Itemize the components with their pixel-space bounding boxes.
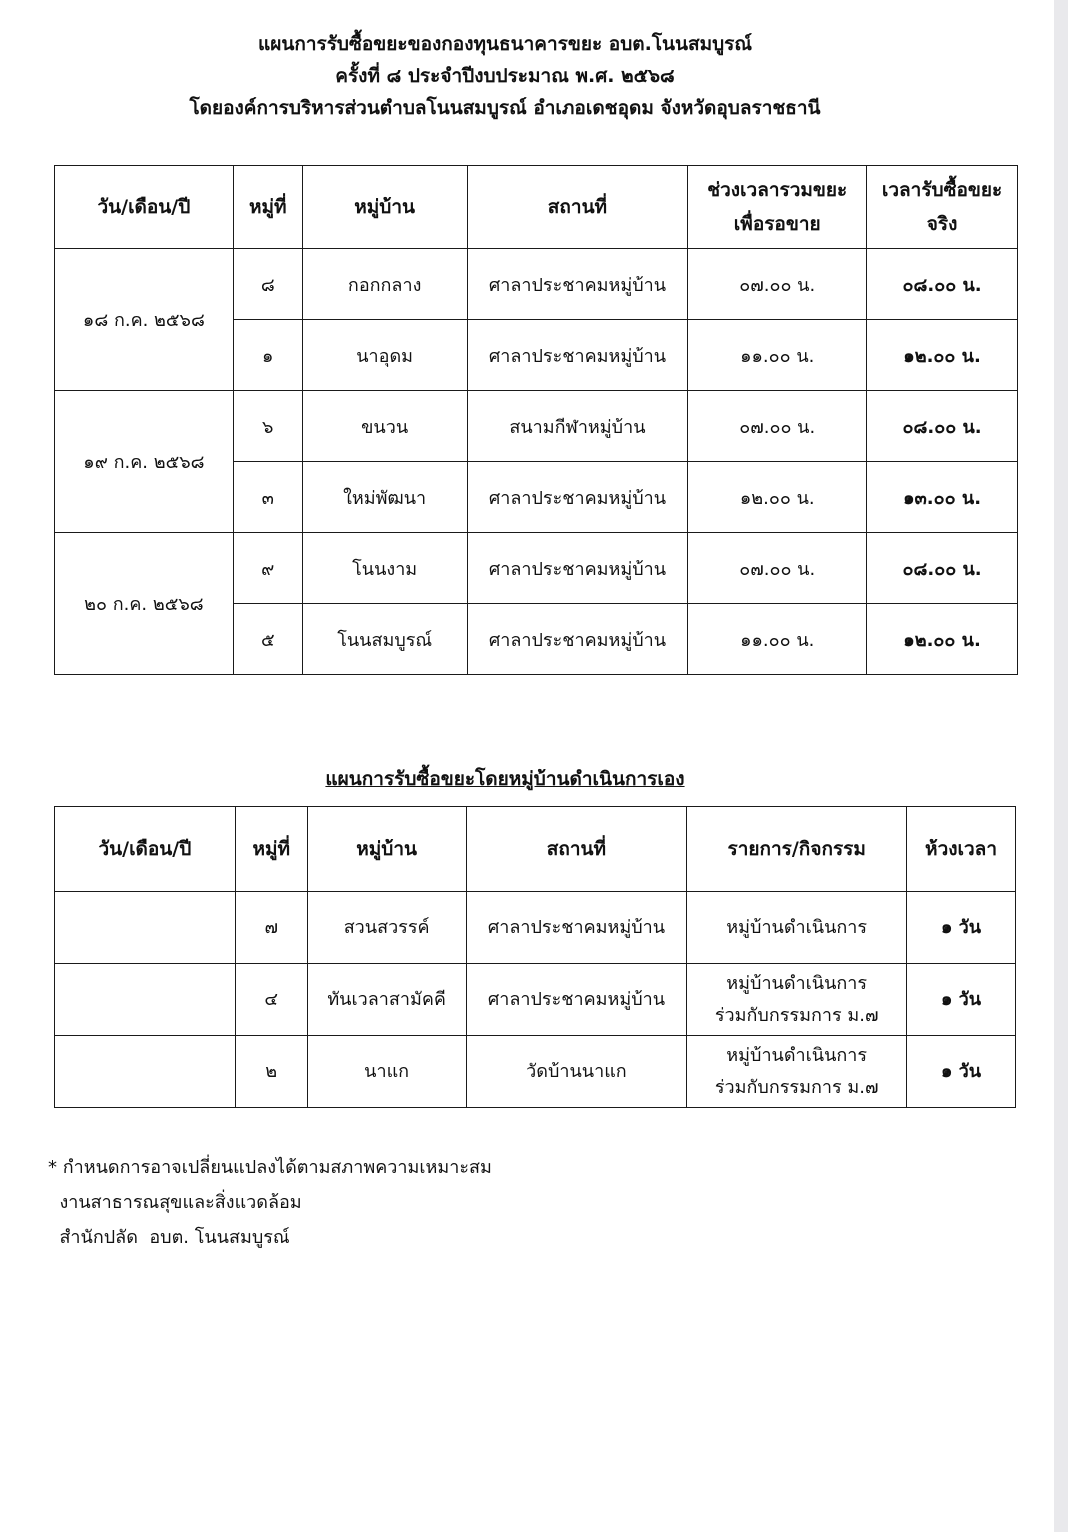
col-date-header: วัน/เดือน/ปี bbox=[55, 166, 234, 249]
footnotes bbox=[48, 1150, 492, 1255]
place-cell: สนามกีฬาหมู่บ้าน bbox=[467, 391, 688, 462]
moo-cell: ๗ bbox=[235, 892, 307, 964]
date-cell bbox=[55, 964, 236, 1036]
activity-cell: หมู่บ้านดำเนินการ bbox=[687, 892, 907, 964]
place-cell: ศาลาประชาคมหมู่บ้าน bbox=[467, 604, 688, 675]
place-cell: ศาลาประชาคมหมู่บ้าน bbox=[467, 249, 688, 320]
village-cell: นาแก bbox=[307, 1036, 466, 1108]
buy-time-cell: ๐๘.๐๐ น. bbox=[867, 249, 1018, 320]
note-department: งานสาธารณสุขและสิ่งแวดล้อม bbox=[48, 1192, 302, 1213]
table-row bbox=[55, 391, 1018, 462]
document-header bbox=[0, 28, 1010, 124]
moo-cell: ๖ bbox=[233, 391, 302, 462]
buy-time-cell: ๑๓.๐๐ น. bbox=[867, 462, 1018, 533]
village-cell: ขนวน bbox=[302, 391, 467, 462]
moo-cell: ๕ bbox=[233, 604, 302, 675]
col-place-header: สถานที่ bbox=[467, 166, 688, 249]
place-cell: ศาลาประชาคมหมู่บ้าน bbox=[466, 964, 687, 1036]
title-line-1: แผนการรับซื้อขยะของกองทุนธนาคารขยะ อบต.โนนสมบูรณ์ bbox=[257, 33, 753, 55]
collect-time-cell: ๐๗.๐๐ น. bbox=[688, 533, 867, 604]
col-collect-time-header: ช่วงเวลารวมขยะ เพื่อรอขาย bbox=[688, 166, 867, 249]
col-moo-header: หมู่ที่ bbox=[233, 166, 302, 249]
table-header-row bbox=[55, 166, 1018, 249]
collect-time-cell: ๐๗.๐๐ น. bbox=[688, 249, 867, 320]
village-managed-table bbox=[54, 806, 1016, 1108]
village-cell: กอกกลาง bbox=[302, 249, 467, 320]
buy-time-cell: ๐๘.๐๐ น. bbox=[867, 391, 1018, 462]
purchase-schedule-table bbox=[54, 165, 1018, 675]
place-cell: วัดบ้านนาแก bbox=[466, 1036, 687, 1108]
section-title-village-managed: แผนการรับซื้อขยะโดยหมู่บ้านดำเนินการเอง bbox=[325, 768, 685, 790]
village-cell: สวนสวรรค์ bbox=[307, 892, 466, 964]
duration-cell: ๑ วัน bbox=[907, 892, 1016, 964]
table-row bbox=[55, 249, 1018, 320]
col-date-header: วัน/เดือน/ปี bbox=[55, 807, 236, 892]
date-cell bbox=[55, 892, 236, 964]
note-office: สำนักปลัด อบต. โนนสมบูรณ์ bbox=[48, 1227, 290, 1248]
place-cell: ศาลาประชาคมหมู่บ้าน bbox=[466, 892, 687, 964]
activity-cell: หมู่บ้านดำเนินการ ร่วมกับกรรมการ ม.๗ bbox=[687, 1036, 907, 1108]
village-cell: โนนงาม bbox=[302, 533, 467, 604]
village-cell: ใหม่พัฒนา bbox=[302, 462, 467, 533]
moo-cell: ๓ bbox=[233, 462, 302, 533]
title-line-2: ครั้งที่ ๘ ประจำปีงบประมาณ พ.ศ. ๒๕๖๘ bbox=[335, 65, 675, 87]
col-activity-header: รายการ/กิจกรรม bbox=[687, 807, 907, 892]
date-cell: ๑๙ ก.ค. ๒๕๖๘ bbox=[55, 391, 234, 533]
moo-cell: ๑ bbox=[233, 320, 302, 391]
col-village-header: หมู่บ้าน bbox=[302, 166, 467, 249]
moo-cell: ๒ bbox=[235, 1036, 307, 1108]
activity-cell: หมู่บ้านดำเนินการ ร่วมกับกรรมการ ม.๗ bbox=[687, 964, 907, 1036]
page-edge bbox=[1054, 0, 1068, 1532]
date-cell bbox=[55, 1036, 236, 1108]
note-schedule-change: * กำหนดการอาจเปลี่ยนแปลงได้ตามสภาพความเหมาะสม bbox=[48, 1157, 492, 1178]
table-row bbox=[55, 1036, 1016, 1108]
title-line-3: โดยองค์การบริหารส่วนตำบลโนนสมบูรณ์ อำเภอเดชอุดม จังหวัดอุบลราชธานี bbox=[189, 97, 821, 119]
buy-time-cell: ๑๒.๐๐ น. bbox=[867, 320, 1018, 391]
collect-time-cell: ๑๑.๐๐ น. bbox=[688, 604, 867, 675]
moo-cell: ๘ bbox=[233, 249, 302, 320]
col-buy-time-header: เวลารับซื้อขยะ จริง bbox=[867, 166, 1018, 249]
table-row bbox=[55, 892, 1016, 964]
moo-cell: ๙ bbox=[233, 533, 302, 604]
village-cell: โนนสมบูรณ์ bbox=[302, 604, 467, 675]
table-header-row bbox=[55, 807, 1016, 892]
table-row bbox=[55, 533, 1018, 604]
place-cell: ศาลาประชาคมหมู่บ้าน bbox=[467, 533, 688, 604]
col-village-header: หมู่บ้าน bbox=[307, 807, 466, 892]
village-cell: นาอุดม bbox=[302, 320, 467, 391]
buy-time-cell: ๑๒.๐๐ น. bbox=[867, 604, 1018, 675]
moo-cell: ๔ bbox=[235, 964, 307, 1036]
col-moo-header: หมู่ที่ bbox=[235, 807, 307, 892]
place-cell: ศาลาประชาคมหมู่บ้าน bbox=[467, 462, 688, 533]
collect-time-cell: ๑๑.๐๐ น. bbox=[688, 320, 867, 391]
buy-time-cell: ๐๘.๐๐ น. bbox=[867, 533, 1018, 604]
date-cell: ๒๐ ก.ค. ๒๕๖๘ bbox=[55, 533, 234, 675]
duration-cell: ๑ วัน bbox=[907, 1036, 1016, 1108]
collect-time-cell: ๑๒.๐๐ น. bbox=[688, 462, 867, 533]
table-row bbox=[55, 964, 1016, 1036]
date-cell: ๑๘ ก.ค. ๒๕๖๘ bbox=[55, 249, 234, 391]
collect-time-cell: ๐๗.๐๐ น. bbox=[688, 391, 867, 462]
col-duration-header: ห้วงเวลา bbox=[907, 807, 1016, 892]
duration-cell: ๑ วัน bbox=[907, 964, 1016, 1036]
col-place-header: สถานที่ bbox=[466, 807, 687, 892]
village-cell: ทันเวลาสามัคคี bbox=[307, 964, 466, 1036]
place-cell: ศาลาประชาคมหมู่บ้าน bbox=[467, 320, 688, 391]
